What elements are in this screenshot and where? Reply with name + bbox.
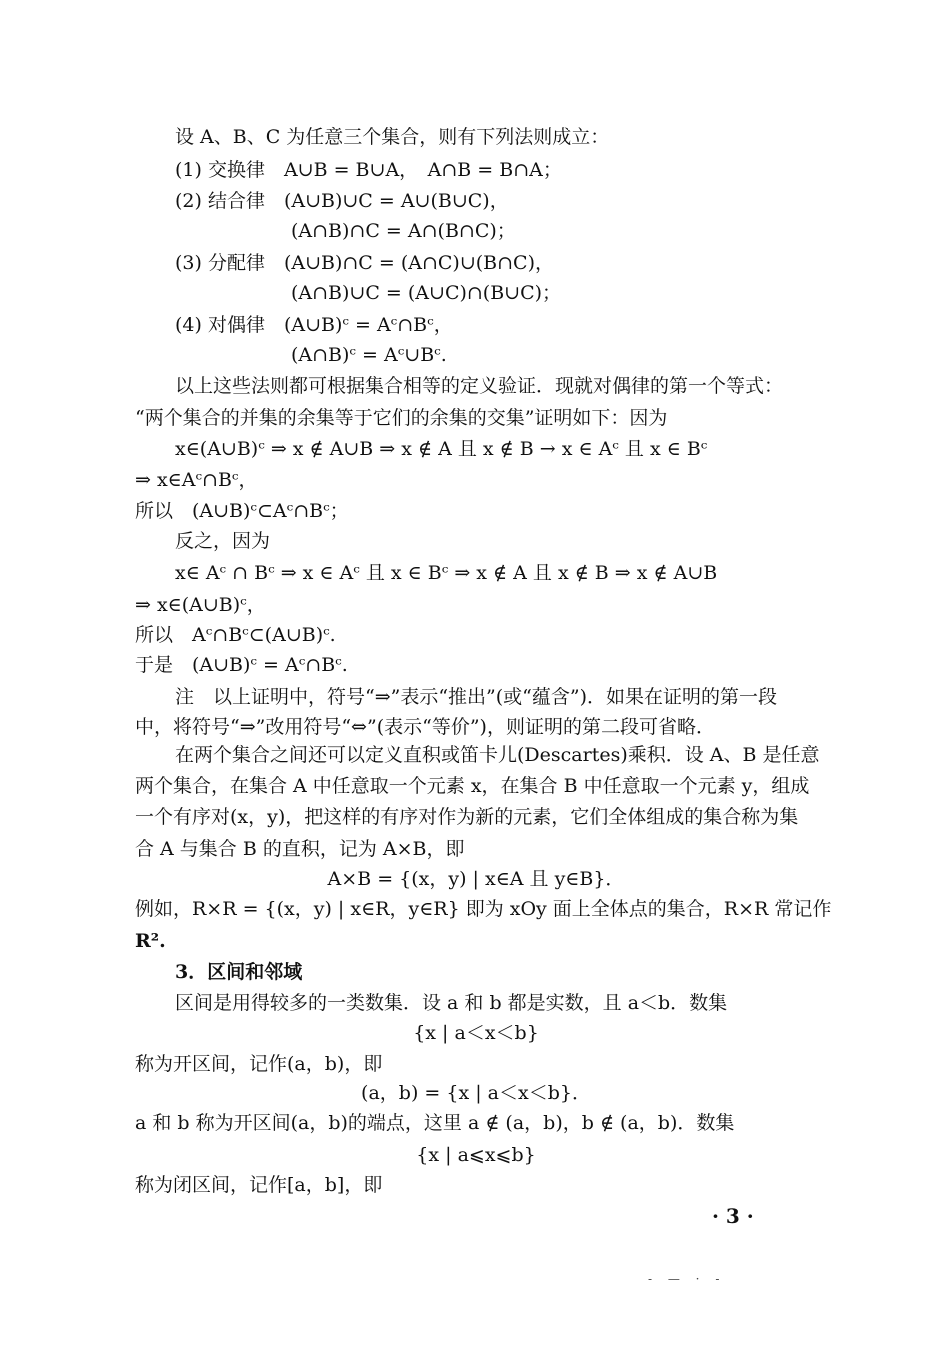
text-line: 称为闭区间，记作[a，b]，即 [135, 1174, 383, 1196]
text-line: 一个有序对(x，y)，把这样的有序对作为新的元素，它们全体组成的集合称为集 [135, 806, 799, 828]
text-line: ⇒ x∈Aᶜ∩Bᶜ， [135, 469, 258, 491]
text-line: 注 以上证明中，符号“⇒”表示“推出”(或“蕴含”)．如果在证明的第一段 [175, 686, 778, 708]
text-line: (A∩B)∪C = (A∪C)∩(B∪C)； [291, 282, 562, 304]
text-line: (A∩B)ᶜ = Aᶜ∪Bᶜ. [291, 344, 447, 366]
text-line: 所以 Aᶜ∩Bᶜ⊂(A∪B)ᶜ. [135, 624, 336, 646]
page-number: · 3 · [712, 1204, 754, 1228]
text-line: 称为开区间，记作(a，b)，即 [135, 1053, 383, 1075]
section-heading: 3．区间和邻域 [175, 961, 303, 983]
text-line: x∈ Aᶜ ∩ Bᶜ ⇒ x ∈ Aᶜ 且 x ∈ Bᶜ ⇒ x ∉ A 且 x ∉ B ⇒ x ∉ A∪B [175, 562, 718, 584]
text-line: 在两个集合之间还可以定义直积或笛卡儿(Descartes)乘积．设 A、B 是任意 [175, 744, 820, 766]
text-line: “两个集合的并集的余集等于它们的余集的交集”证明如下：因为 [135, 407, 668, 429]
text-line: (1) 交换律 A∪B = B∪A， A∩B = B∩A； [175, 159, 562, 181]
text-line: (2) 结合律 (A∪B)∪C = A∪(B∪C)， [175, 190, 509, 212]
text-line: 合 A 与集合 B 的直积，记为 A×B，即 [135, 838, 465, 860]
text-line: ⇒ x∈(A∪B)ᶜ， [135, 594, 266, 616]
text-line: (3) 分配律 (A∪B)∩C = (A∩C)∪(B∩C)， [175, 252, 555, 274]
display-formula: A×B = {(x，y) | x∈A 且 y∈B}． [327, 868, 625, 890]
text-line: x∈(A∪B)ᶜ ⇒ x ∉ A∪B ⇒ x ∉ A 且 x ∉ B → x ∈ Aᶜ 且 x ∈ Bᶜ [175, 438, 708, 460]
text-line: 以上这些法则都可根据集合相等的定义验证．现就对偶律的第一个等式： [175, 375, 784, 397]
footer-marks: - — · - [648, 1272, 726, 1286]
text-line: 于是 (A∪B)ᶜ = Aᶜ∩Bᶜ. [135, 654, 348, 676]
text-line: 区间是用得较多的一类数集．设 a 和 b 都是实数，且 a＜b．数集 [175, 992, 728, 1014]
text-line: R². [135, 930, 166, 952]
text-line: 两个集合，在集合 A 中任意取一个元素 x，在集合 B 中任意取一个元素 y，组成 [135, 775, 810, 797]
text-line: 反之，因为 [175, 530, 271, 552]
text-line: 设 A、B、C 为任意三个集合，则有下列法则成立： [175, 126, 610, 148]
text-line: (4) 对偶律 (A∪B)ᶜ = Aᶜ∩Bᶜ， [175, 314, 453, 336]
text-line: 所以 (A∪B)ᶜ⊂Aᶜ∩Bᶜ； [135, 500, 349, 522]
text-line: 中，将符号“⇒”改用符号“⇔”(表示“等价”)，则证明的第二段可省略． [135, 716, 715, 738]
text-line: (A∩B)∩C = A∩(B∩C)； [291, 220, 516, 242]
text-line: a 和 b 称为开区间(a，b)的端点，这里 a ∉ (a，b)，b ∉ (a，b)．数集 [135, 1112, 735, 1134]
text-line: 例如，R×R = {(x，y) | x∈R，y∈R} 即为 xOy 面上全体点的集合，R×R 常记作 [135, 898, 832, 920]
display-formula: {x | a＜x＜b} [413, 1022, 539, 1044]
display-formula: (a，b) = {x | a＜x＜b}． [361, 1082, 591, 1104]
display-formula: {x | a⩽x⩽b} [416, 1144, 536, 1166]
